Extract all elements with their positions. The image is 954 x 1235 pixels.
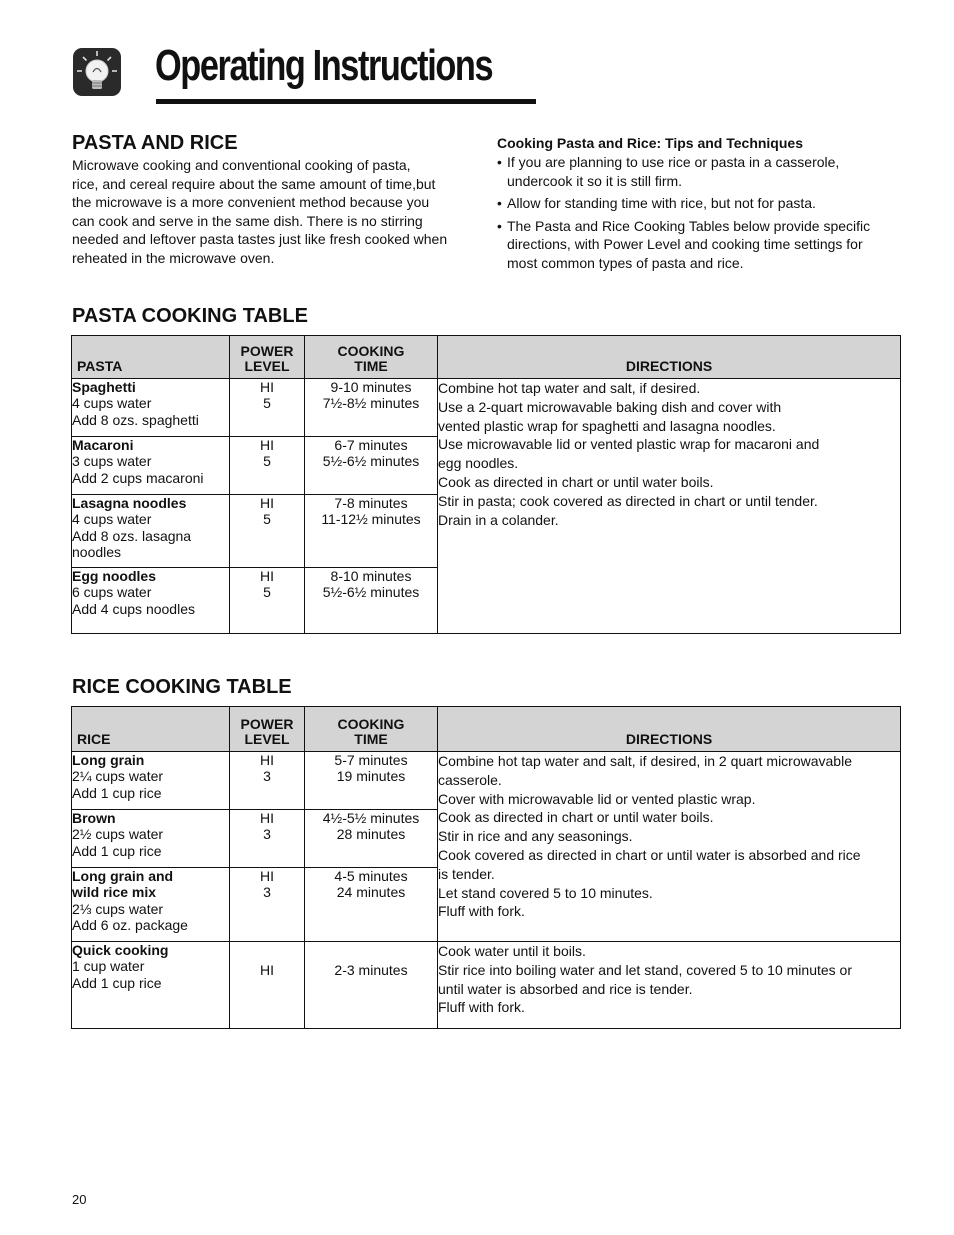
direction-line: Cook as directed in chart or until water boils. bbox=[438, 809, 714, 826]
item-name: Long grain and bbox=[72, 868, 174, 884]
item-detail: 1 cup water bbox=[72, 958, 145, 975]
item-detail: noodles bbox=[72, 544, 122, 561]
item-detail: Add 1 cup rice bbox=[72, 842, 162, 859]
page-number: 20 bbox=[72, 1192, 87, 1207]
pasta-rice-heading: PASTA AND RICE bbox=[72, 132, 238, 154]
item-name: Lasagna noodles bbox=[72, 495, 187, 511]
rice-directions-cell bbox=[438, 752, 901, 942]
power-level-cell: HI 3 bbox=[230, 868, 305, 942]
intro-line: rice, and cereal require about the same amount of time,but bbox=[72, 175, 436, 192]
rice-table-heading: RICE COOKING TABLE bbox=[72, 676, 292, 698]
tips-list bbox=[497, 153, 892, 277]
power-level-cell: HI 5 bbox=[230, 437, 305, 495]
rice-item-cell bbox=[72, 810, 230, 868]
power-level-cell: HI bbox=[230, 942, 305, 1029]
lightbulb-icon bbox=[72, 46, 122, 98]
table-header-row bbox=[72, 336, 901, 379]
cooking-time-cell: 4½-5½ minutes 28 minutes bbox=[305, 810, 438, 868]
pasta-table-heading: PASTA COOKING TABLE bbox=[72, 305, 308, 327]
quick-rice-directions-cell bbox=[438, 942, 901, 1029]
rice-item-cell bbox=[72, 942, 230, 1029]
column-header-directions: DIRECTIONS bbox=[438, 336, 901, 379]
direction-line: Cook covered as directed in chart or until water is absorbed and rice bbox=[438, 846, 861, 863]
cooking-time-cell: 8-10 minutes 5½-6½ minutes bbox=[305, 568, 438, 634]
tip-item bbox=[497, 194, 892, 213]
cooking-time-cell: 4-5 minutes 24 minutes bbox=[305, 868, 438, 942]
pasta-item-cell bbox=[72, 379, 230, 437]
direction-line: vented plastic wrap for spaghetti and lasagna noodles. bbox=[438, 417, 776, 434]
tip-line: The Pasta and Rice Cooking Tables below provide specific bbox=[507, 217, 871, 234]
item-detail: Add 1 cup rice bbox=[72, 784, 162, 801]
cooking-time-cell: 6-7 minutes 5½-6½ minutes bbox=[305, 437, 438, 495]
item-name: Quick cooking bbox=[72, 942, 169, 958]
pasta-item-cell bbox=[72, 437, 230, 495]
tip-item bbox=[497, 153, 892, 190]
direction-line: Cook water until it boils. bbox=[438, 943, 586, 959]
tips-heading: Cooking Pasta and Rice: Tips and Techniques bbox=[497, 135, 803, 151]
bullet: • bbox=[497, 217, 502, 234]
direction-line: is tender. bbox=[438, 865, 495, 882]
intro-line: reheated in the microwave oven. bbox=[72, 249, 275, 266]
power-level-cell: HI 5 bbox=[230, 379, 305, 437]
power-level-cell: HI 3 bbox=[230, 810, 305, 868]
column-header-power-level: POWER LEVEL bbox=[230, 707, 305, 752]
cooking-time-cell: 5-7 minutes 19 minutes bbox=[305, 752, 438, 810]
direction-line: Use a 2-quart microwavable baking dish and cover with bbox=[438, 398, 782, 415]
tip-line: If you are planning to use rice or pasta in a casserole, bbox=[507, 154, 840, 170]
direction-line: until water is absorbed and rice is tender. bbox=[438, 980, 693, 997]
item-detail: Add 6 oz. package bbox=[72, 917, 188, 934]
direction-line: casserole. bbox=[438, 771, 502, 788]
title-underline bbox=[156, 99, 536, 104]
direction-line: Fluff with fork. bbox=[438, 999, 525, 1016]
column-header-directions: DIRECTIONS bbox=[438, 707, 901, 752]
rice-item-cell bbox=[72, 868, 230, 942]
column-header-power-level: POWER LEVEL bbox=[230, 336, 305, 379]
item-detail: 2⅓ cups water bbox=[72, 900, 164, 917]
bullet: • bbox=[497, 154, 502, 170]
column-header-cooking-time: COOKING TIME bbox=[305, 707, 438, 752]
pasta-item-cell bbox=[72, 495, 230, 568]
intro-line: can cook and serve in the same dish. There is no stirring bbox=[72, 212, 423, 229]
item-detail: Add 1 cup rice bbox=[72, 974, 162, 991]
table-row bbox=[72, 752, 901, 810]
item-detail: Add 4 cups noodles bbox=[72, 600, 195, 617]
item-detail: 4 cups water bbox=[72, 395, 152, 412]
pasta-cooking-table bbox=[71, 335, 901, 634]
direction-line: Use microwavable lid or vented plastic wrap for macaroni and bbox=[438, 436, 820, 453]
intro-line: Microwave cooking and conventional cooking of pasta, bbox=[72, 157, 411, 173]
item-name: Spaghetti bbox=[72, 379, 136, 395]
table-row bbox=[72, 379, 901, 437]
rice-cooking-table bbox=[71, 706, 901, 1029]
direction-line: Let stand covered 5 to 10 minutes. bbox=[438, 884, 653, 901]
table-row bbox=[72, 942, 901, 1029]
cooking-time-cell: 9-10 minutes 7½-8½ minutes bbox=[305, 379, 438, 437]
direction-line: Stir in rice and any seasonings. bbox=[438, 828, 633, 845]
column-header-pasta: PASTA bbox=[72, 336, 230, 379]
power-level-cell: HI 3 bbox=[230, 752, 305, 810]
intro-line: needed and leftover pasta tastes just like fresh cooked when bbox=[72, 231, 448, 248]
item-detail: 6 cups water bbox=[72, 584, 152, 601]
intro-paragraph bbox=[72, 156, 477, 268]
item-detail: Add 8 ozs. lasagna bbox=[72, 527, 192, 544]
tip-line: directions, with Power Level and cooking time settings for bbox=[507, 236, 863, 253]
item-name: Brown bbox=[72, 810, 116, 826]
direction-line: Cover with microwavable lid or vented plastic wrap. bbox=[438, 790, 756, 807]
tip-line: undercook it so it is still firm. bbox=[507, 172, 683, 189]
pasta-item-cell bbox=[72, 568, 230, 634]
direction-line: Stir rice into boiling water and let stand, covered 5 to 10 minutes or bbox=[438, 961, 852, 978]
power-level-cell: HI 5 bbox=[230, 495, 305, 568]
power-level-cell: HI 5 bbox=[230, 568, 305, 634]
direction-line: Drain in a colander. bbox=[438, 511, 559, 528]
item-name: Egg noodles bbox=[72, 568, 156, 584]
direction-line: Fluff with fork. bbox=[438, 903, 525, 920]
item-detail: Add 8 ozs. spaghetti bbox=[72, 411, 199, 428]
bullet: • bbox=[497, 195, 502, 212]
item-detail: 4 cups water bbox=[72, 511, 152, 528]
tip-line: Allow for standing time with rice, but not for pasta. bbox=[507, 195, 816, 212]
item-detail: 3 cups water bbox=[72, 453, 152, 470]
direction-line: Combine hot tap water and salt, if desired, in 2 quart microwavable bbox=[438, 753, 852, 769]
intro-line: the microwave is a more convenient method because you bbox=[72, 194, 430, 211]
column-header-cooking-time: COOKING TIME bbox=[305, 336, 438, 379]
item-name: wild rice mix bbox=[72, 884, 157, 901]
table-header-row bbox=[72, 707, 901, 752]
direction-line: egg noodles. bbox=[438, 455, 519, 472]
item-name: Macaroni bbox=[72, 437, 134, 453]
direction-line: Stir in pasta; cook covered as directed in chart or until tender. bbox=[438, 492, 818, 509]
item-name: Long grain bbox=[72, 752, 145, 768]
column-header-rice: RICE bbox=[72, 707, 230, 752]
direction-line: Cook as directed in chart or until water boils. bbox=[438, 473, 714, 490]
rice-item-cell bbox=[72, 752, 230, 810]
item-detail: Add 2 cups macaroni bbox=[72, 469, 204, 486]
direction-line: Combine hot tap water and salt, if desired. bbox=[438, 380, 701, 396]
page-title: Operating Instructions bbox=[155, 41, 493, 90]
item-detail: 2½ cups water bbox=[72, 826, 164, 843]
pasta-directions-cell bbox=[438, 379, 901, 634]
tip-item bbox=[497, 217, 892, 273]
cooking-time-cell: 2-3 minutes bbox=[305, 942, 438, 1029]
item-detail: 2¼ cups water bbox=[72, 768, 164, 785]
cooking-time-cell: 7-8 minutes 11-12½ minutes bbox=[305, 495, 438, 568]
tip-line: most common types of pasta and rice. bbox=[507, 254, 744, 271]
